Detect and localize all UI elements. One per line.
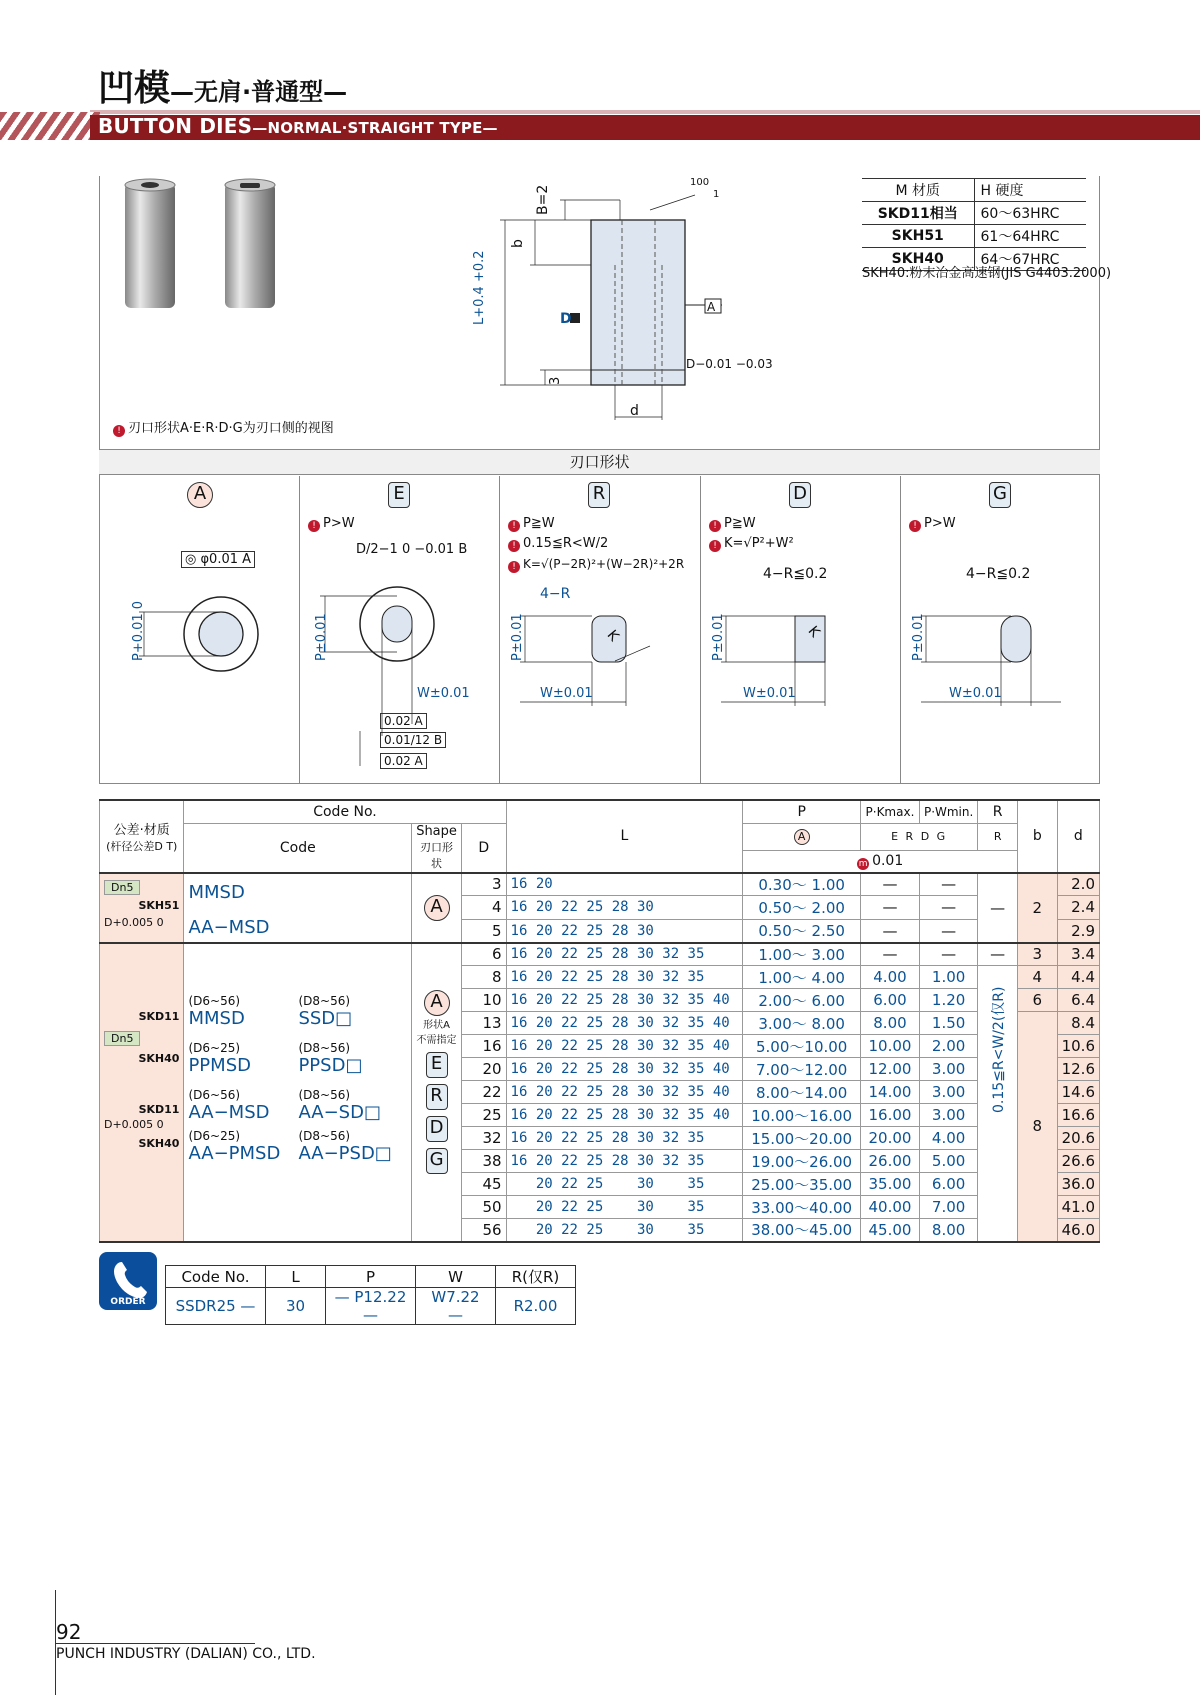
page-number: 92 (56, 1620, 82, 1644)
shape-a-p: P+0.01 0 (131, 600, 146, 661)
surface-sub-label: 1 (713, 189, 720, 200)
spec-table: 公差·材质 (杆径公差D T) Code No. L P P·Kmax. P·Wmin. R b d Code Shape 刃口形状 D A E R D G R m 0.01 Dn5 SKH51 D+0.005 0 MMSD AA−MSD A 3 16 20 0.30～ 1.00 — — — 2 2.0 4 16 20 22 25 28 30 0.50～ 2.00 — — 2.4 5 16 20 22 25 28 30 0.50～ 2.50 — — 2.9 SKD11 Dn5 SKH40 SKD11 D+0.005 0 SKH40 (D6~56) (D8~56) MMSD SSD□ (D6~25) (D8~56) PPMSD PPSD□ (D6~56) (D8~56) AA−MSD AA−SD□ (D6~25) (D8~56) AA−PMSD AA−PSD□ A 形状A 不需指定 E R D G 6 16 20 22 25 28 30 32 35 1.00～ 3.00 — — — 3 3.4 8 16 20 22 25 28 30 32 35 1.00～ 4.00 4.00 1.00 0.15≦R<W/2(仅R) 4 4.4 10 16 20 22 25 28 30 32 35 40 2.00～ 6.00 6.00 1.20 6 6.4 13 16 20 22 25 28 30 32 35 40 3.00～ 8.00 8.00 1.50 8 8.4 16 16 20 22 25 28 30 32 35 40 5.00～10.00 10.00 2.00 10.6 20 16 20 22 25 28 30 32 35 40 7.00～12.00 12.00 3.00 12.6 22 16 20 22 25 28 30 32 35 40 8.00～14.00 14.00 3.00 14.6 25 16 20 22 25 28 30 32 35 40 10.00～16.00 16.00 3.00 16.6 32 16 20 22 25 28 30 32 35 15.00～20.00 20.00 4.00 20.6 38 16 20 22 25 28 30 32 35 19.00～26.00 26.00 5.00 26.6 45 20 22 25 30 35 25.00～35.00 35.00 6.00 36.0 50 20 22 25 30 35 33.00～40.00 40.00 7.00 41.0 56 20 22 25 30 35 38.00～45.00 45.00 8.00 46.0 (99, 799, 1100, 1243)
shape-d-panel: D ! P≧W ! K=√P²+W² 4−R≦0.2 K P±0.01 W±0.01 (701, 476, 901, 784)
shape-d-badge: D (789, 482, 811, 508)
b-eq-label: B=2 (535, 184, 551, 215)
shape-a-panel (99, 476, 300, 784)
shape-r-w: W±0.01 (540, 686, 593, 701)
d-label: d (630, 403, 639, 419)
drawing-note: ! 刃口形状A·E·R·D·G为刃口侧的视图 (113, 417, 334, 437)
surface-label: 100 (690, 177, 710, 188)
shape-e-badge: E (388, 482, 410, 508)
shape-r-p: P±0.01 (510, 613, 525, 661)
shape-e-w: W±0.01 (417, 686, 470, 701)
shape-header: 刃口形状 (99, 450, 1100, 475)
order-example-table: Code No. L P W R(仅R) SSDR25 — 30 — P12.22 — W7.22 — R2.00 (165, 1265, 576, 1325)
product-photo (120, 175, 320, 315)
shape-r-badge: R (588, 482, 610, 508)
shape-d-tol: 4−R≦0.2 (763, 566, 828, 582)
shape-e-tol-3: 0.02 A (380, 753, 427, 769)
shape-g-w: W±0.01 (949, 686, 1002, 701)
shape-e-panel: E ! P>W D/2−1 0 −0.01 B P±0.01 W±0.01 0.02 A 0.01/12 B 0.02 A (300, 476, 500, 784)
shape-g-badge: G (989, 482, 1011, 508)
b-label: b (510, 239, 526, 248)
shape-r-tol: 4−R (540, 586, 571, 602)
datum-a-label: A (707, 300, 716, 314)
page-title-cn: 凹模—无肩·普通型— (98, 68, 348, 109)
shape-e-tol-1: 0.02 A (380, 713, 427, 729)
shape-d-w: W±0.01 (743, 686, 796, 701)
material-note: SKH40:粉末冶金高速钢(JIS G4403.2000) (862, 266, 1112, 281)
shape-g-tol: 4−R≦0.2 (966, 566, 1031, 582)
three-label: 3 (548, 376, 563, 385)
footer-rule-horizontal (55, 1643, 255, 1644)
cross-section-drawing (460, 175, 780, 425)
shape-d-p: P±0.01 (711, 613, 726, 661)
d-tol-label: D−0.01 −0.03 (686, 357, 773, 371)
dt-label: D (560, 311, 572, 327)
order-icon: ORDER (99, 1252, 157, 1310)
material-table: M 材质 H 硬度 SKD11相当 60～63HRC SKH51 61～64HRC SKH40 64～67HRC (862, 178, 1086, 271)
shape-e-p: P±0.01 (314, 613, 329, 661)
shape-g-panel: G ! P>W 4−R≦0.2 P±0.01 W±0.01 (911, 483, 1031, 701)
l-tol-label: L+0.4 +0.2 (472, 250, 487, 325)
shape-g-p: P±0.01 (911, 613, 926, 661)
company-name: PUNCH INDUSTRY (DALIAN) CO., LTD. (56, 1646, 316, 1662)
shape-r-panel: R ! P≧W ! 0.15≦R<W/2 ! K=√(P−2R)²+(W−2R)²+2R 4−R K P±0.01 W±0.01 (500, 476, 701, 784)
shape-e-tol: D/2−1 0 −0.01 B (356, 542, 468, 557)
shape-a-tol: ◎ φ0.01 A (181, 551, 255, 568)
shape-a-badge: A (187, 482, 213, 508)
page-title-en: BUTTON DIES—NORMAL·STRAIGHT TYPE— (98, 114, 498, 138)
shape-e-tol-2: 0.01/12 B (380, 732, 446, 748)
